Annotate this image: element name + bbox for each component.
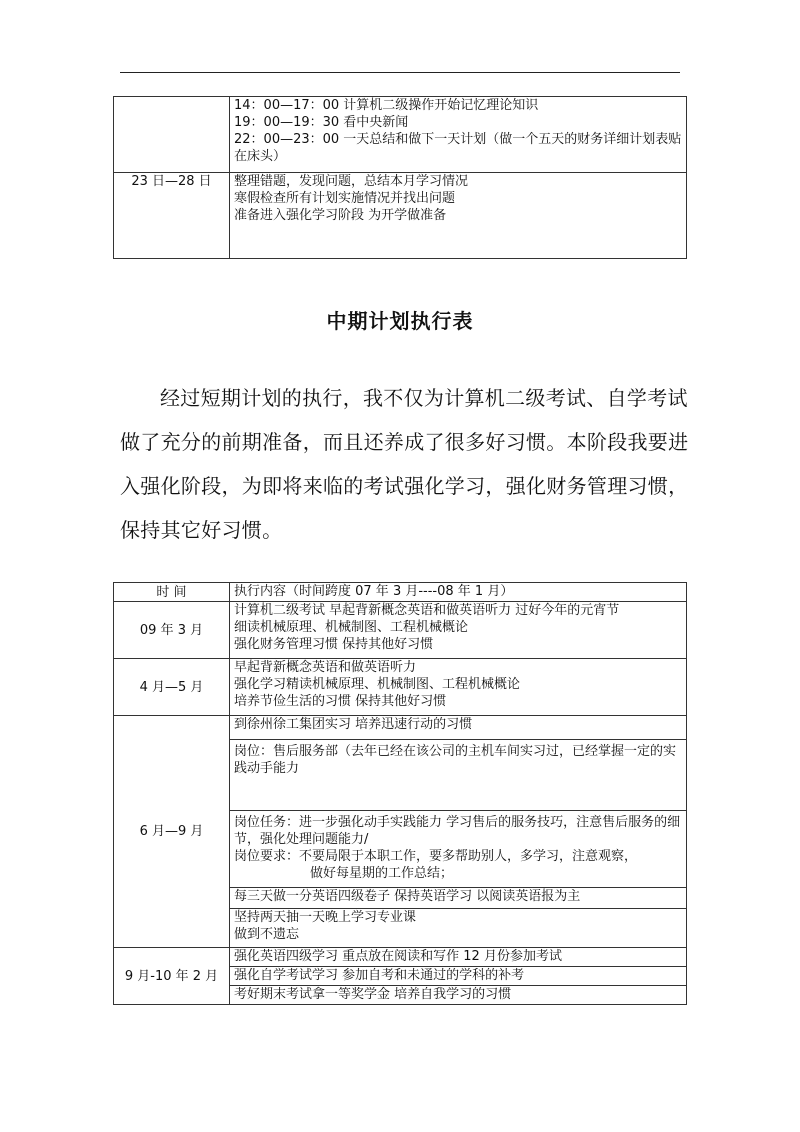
plan-line: 考好期末考试拿一等奖学金 培养自我学习的习惯 xyxy=(234,987,512,1002)
time-cell: 6 月—9 月 xyxy=(114,716,230,948)
mid-term-plan-table xyxy=(113,582,687,1005)
header-content: 执行内容（时间跨度 07 年 3 月----08 年 1 月） xyxy=(230,583,687,602)
table-row xyxy=(114,602,687,659)
plan-line: 强化学习精读机械原理、机械制图、工程机械概论 xyxy=(234,677,521,692)
plan-line: 早起背新概念英语和做英语听力 xyxy=(234,660,417,675)
content-cell xyxy=(230,740,687,811)
top-schedule-table xyxy=(113,96,687,259)
table-row xyxy=(114,659,687,716)
content-cell xyxy=(230,659,687,716)
content-cell xyxy=(230,948,687,967)
time-cell: 09 年 3 月 xyxy=(114,602,230,659)
content-cell xyxy=(230,602,687,659)
header-rule xyxy=(120,72,680,73)
table-row xyxy=(114,716,687,740)
plan-line: 坚持两天抽一天晚上学习专业课 xyxy=(234,910,417,925)
time-cell: 9 月-10 年 2 月 xyxy=(114,948,230,1005)
plan-line: 岗位要求：不要局限于本职工作，要多帮助别人，多学习，注意观察， xyxy=(234,849,638,864)
time-cell: 4 月—5 月 xyxy=(114,659,230,716)
time-cell: 23 日—28 日 xyxy=(114,173,230,259)
plan-line: 细读机械原理、机械制图、工程机械概论 xyxy=(234,620,469,635)
plan-line: 强化财务管理习惯 保持其他好习惯 xyxy=(234,637,434,652)
plan-line: 计算机二级考试 早起背新概念英语和做英语听力 过好今年的元宵节 xyxy=(234,603,620,618)
plan-line: 培养节俭生活的习惯 保持其他好习惯 xyxy=(234,694,447,709)
schedule-line: 寒假检查所有计划实施情况并找出问题 xyxy=(234,191,456,206)
plan-line: 每三天做一分英语四级卷子 保持英语学习 以阅读英语报为主 xyxy=(234,889,581,904)
content-cell xyxy=(230,97,687,173)
plan-line: 强化英语四级学习 重点放在阅读和写作 12 月份参加考试 xyxy=(234,949,562,964)
table-header-row xyxy=(114,583,687,602)
content-cell xyxy=(230,986,687,1005)
table-row xyxy=(114,173,687,259)
table-row xyxy=(114,97,687,173)
plan-line: 强化自学考试学习 参加自考和未通过的学科的补考 xyxy=(234,968,525,983)
schedule-line: 14：00—17：00 计算机二级操作开始记忆理论知识 xyxy=(234,98,539,113)
plan-line: 岗位：售后服务部（去年已经在该公司的主机车间实习过，已经掌握一定的实践动手能力 xyxy=(234,744,677,776)
content-cell xyxy=(230,909,687,948)
plan-line: 岗位任务：进一步强化动手实践能力 学习售后的服务技巧，注意售后服务的细节，强化处理问题能力/ xyxy=(234,815,681,847)
content-cell xyxy=(230,716,687,740)
content-cell xyxy=(230,173,687,259)
content-cell xyxy=(230,888,687,909)
plan-line: 做到不遗忘 xyxy=(234,927,300,942)
intro-paragraph: 经过短期计划的执行，我不仅为计算机二级考试、自学考试做了充分的前期准备，而且还养成了很多好习惯。本阶段我要进入强化阶段，为即将来临的考试强化学习，强化财务管理习惯，保持其它好习惯。 xyxy=(120,386,689,542)
section-heading: 中期计划执行表 xyxy=(326,309,474,333)
schedule-line: 准备进入强化学习阶段 为开学做准备 xyxy=(234,208,447,223)
header-time: 时 间 xyxy=(114,583,230,602)
content-cell xyxy=(230,967,687,986)
schedule-line: 22：00—23：00 一天总结和做下一天计划（做一个五天的财务详细计划表贴在床头） xyxy=(234,132,682,164)
content-cell xyxy=(230,811,687,888)
plan-line: 做好每星期的工作总结； xyxy=(310,866,454,881)
time-cell xyxy=(114,97,230,173)
schedule-line: 整理错题，发现问题，总结本月学习情况 xyxy=(234,174,469,189)
schedule-line: 19：00—19：30 看中央新闻 xyxy=(234,115,409,130)
plan-line: 到徐州徐工集团实习 培养迅速行动的习惯 xyxy=(234,717,473,732)
table-row xyxy=(114,948,687,967)
